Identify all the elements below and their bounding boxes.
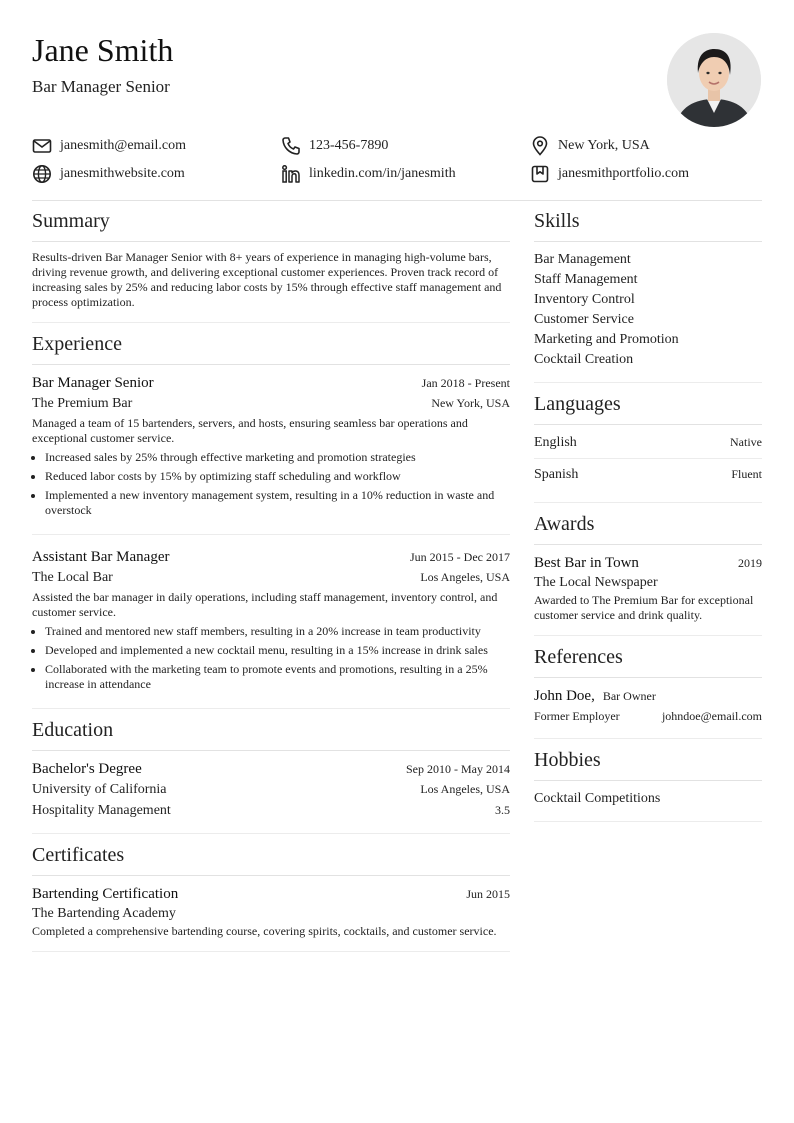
location-pin-icon [530,136,550,156]
certificates-heading: Certificates [32,834,510,876]
education-field: Hospitality Management [32,803,171,818]
language-name: Spanish [534,467,579,482]
experience-company: The Local Bar [32,570,113,585]
certificate-date: Jun 2015 [466,887,510,901]
linkedin-icon [281,164,301,184]
experience-entry [32,547,510,692]
language-item [534,433,762,459]
contact-linkedin-text: linkedin.com/in/janesmith [309,166,456,181]
award-year: 2019 [738,556,762,570]
achievement-item: • Developed and implemented a new cocktail menu, resulting in a 15% increase in drink sales [45,643,510,658]
left-column [32,200,510,952]
experience-heading: Experience [32,323,510,365]
contact-location-text: New York, USA [558,138,650,153]
contact-phone-text: 123-456-7890 [309,138,389,153]
reference-role: Bar Owner [602,689,656,703]
education-location: Los Angeles, USA [420,782,510,796]
references-section [534,636,762,739]
languages-section [534,383,762,503]
contact-info [32,135,762,191]
award-description: Awarded to The Premium Bar for exceptional customer service and drink quality. [534,593,754,622]
reference-email[interactable]: johndoe@email.com [661,709,762,723]
phone-icon [281,136,301,156]
education-dates: Sep 2010 - May 2014 [406,762,510,776]
certificate-description: Completed a comprehensive bartending course, covering spirits, cocktails, and customer service. [32,924,497,938]
achievement-item: • Implemented a new inventory management system, resulting in a 10% reduction in waste and overstock [45,488,510,518]
summary-heading: Summary [32,200,510,242]
experience-company: The Premium Bar [32,396,133,411]
achievement-item: • Reduced labor costs by 15% by optimizing staff scheduling and workflow [45,469,510,484]
achievement-item: • Trained and mentored new staff members, resulting in a 20% increase in team productivity [45,624,510,639]
contact-email[interactable] [32,135,186,157]
mail-icon [32,136,52,156]
experience-section [32,323,510,709]
awards-heading: Awards [534,503,762,545]
contact-portfolio-text: janesmithportfolio.com [558,166,690,181]
skill-item: Cocktail Creation [534,352,634,367]
achievement-item: • Collaborated with the marketing team to promote events and promotions, resulting in a 25% increase in attendance [45,662,510,692]
skill-item: Bar Management [534,252,631,267]
award-issuer: The Local Newspaper [534,575,658,590]
experience-location: Los Angeles, USA [420,570,510,584]
references-heading: References [534,636,762,678]
reference-name: John Doe, [534,688,595,704]
contact-portfolio[interactable] [530,163,689,185]
experience-achievements [32,450,510,518]
contact-email-text: janesmith@email.com [60,138,187,153]
awards-section [534,503,762,636]
summary-section [32,200,510,323]
education-section [32,709,510,834]
certificates-section [32,834,510,952]
hobbies-heading: Hobbies [534,739,762,781]
profile-photo-illustration [667,33,761,127]
language-level: Fluent [731,467,762,481]
experience-description: Assisted the bar manager in daily operations, including staff management, inventory control, and customer service. [32,590,498,619]
summary-text: Results-driven Bar Manager Senior with 8+ years of experience in managing high-volume bars, driving revenue growth, and delivering exceptional customer experiences. Proven track record of increasing sales by 25% and reducing labor costs by 15% through effective staff management and process optimization. [32,250,502,309]
education-heading: Education [32,709,510,751]
reference-relation: Former Employer [534,709,620,723]
skills-section [534,200,762,383]
profile-photo [667,33,761,127]
education-school: University of California [32,782,167,797]
globe-icon [32,164,52,184]
contact-website[interactable] [32,163,185,185]
right-column [534,200,762,822]
bookmark-icon [530,164,550,184]
skill-item: Marketing and Promotion [534,332,679,347]
experience-role: Assistant Bar Manager [32,549,170,565]
language-item [534,465,762,490]
experience-dates: Jan 2018 - Present [421,376,510,390]
skill-item: Staff Management [534,272,638,287]
experience-achievements [32,624,510,692]
hobbies-section [534,739,762,822]
education-gpa: 3.5 [495,803,510,817]
skill-item: Inventory Control [534,292,635,307]
education-degree: Bachelor's Degree [32,761,142,777]
contact-linkedin[interactable] [281,163,456,185]
experience-description: Managed a team of 15 bartenders, servers, and hosts, ensuring seamless bar operations and exceptional customer service. [32,416,468,445]
experience-role: Bar Manager Senior [32,375,154,391]
certificate-name: Bartending Certification [32,886,179,902]
languages-heading: Languages [534,383,762,425]
language-level: Native [730,435,762,449]
candidate-name: Jane Smith [32,32,174,68]
candidate-title: Bar Manager Senior [32,77,170,96]
skill-item: Customer Service [534,312,634,327]
hobby-item: Cocktail Competitions [534,791,661,806]
experience-dates: Jun 2015 - Dec 2017 [410,550,510,564]
certificate-issuer: The Bartending Academy [32,906,176,921]
award-name: Best Bar in Town [534,555,639,571]
language-name: English [534,435,577,450]
experience-entry [32,373,510,535]
contact-website-text: janesmithwebsite.com [60,166,185,181]
contact-location [530,135,650,157]
experience-location: New York, USA [431,396,510,410]
achievement-item: • Increased sales by 25% through effective marketing and promotion strategies [45,450,510,465]
skills-heading: Skills [534,200,762,242]
contact-phone[interactable] [281,135,388,157]
